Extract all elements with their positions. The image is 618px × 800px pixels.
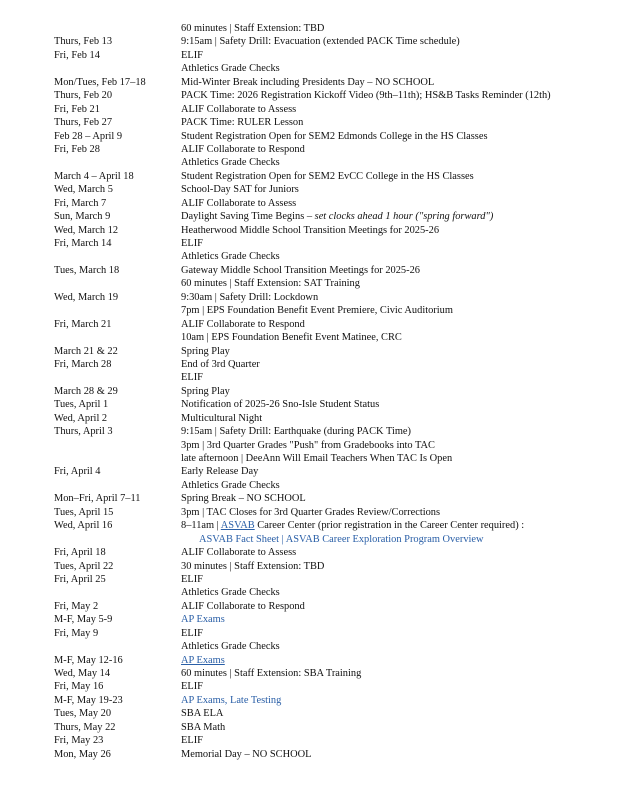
event-text: ELIF xyxy=(181,573,203,585)
schedule-date: Fri, March 14 xyxy=(54,238,112,249)
event-text: 30 minutes | Staff Extension: TBD xyxy=(181,560,325,572)
schedule-date: Fri, May 9 xyxy=(54,627,99,639)
schedule-date: Wed, March 19 xyxy=(54,291,119,303)
schedule-date: Feb 28 – April 9 xyxy=(54,130,123,142)
schedule-date xyxy=(0,156,181,169)
asvab-resource-links[interactable]: ASVAB Fact Sheet | ASVAB Career Exploration Program Overview xyxy=(199,533,484,545)
schedule-row xyxy=(0,398,618,411)
schedule-event xyxy=(181,116,611,129)
event-text: PACK Time: RULER Lesson xyxy=(181,117,304,129)
schedule-date xyxy=(0,371,181,384)
schedule-event xyxy=(181,49,611,62)
event-text: ALIF Collaborate to Respond xyxy=(181,600,305,612)
schedule-event xyxy=(181,506,611,519)
schedule-event xyxy=(181,385,611,398)
event-text: 60 minutes | Staff Extension: SAT Training xyxy=(181,278,360,290)
event-text: SBA Math xyxy=(181,721,226,733)
schedule-event xyxy=(181,89,611,102)
schedule-row xyxy=(0,560,618,573)
schedule-date: Fri, April 4 xyxy=(54,466,101,478)
schedule-date: M-F, May 5-9 xyxy=(54,614,113,626)
event-text: 9:15am | Safety Drill: Earthquake (during PACK Time) xyxy=(181,426,411,438)
event-link[interactable]: AP Exams, Late Testing xyxy=(181,694,282,706)
schedule-event xyxy=(181,613,611,626)
schedule-event xyxy=(181,103,611,116)
schedule-date: Fri, March 21 xyxy=(54,318,112,330)
event-text: Early Release Day xyxy=(181,466,259,478)
schedule-event xyxy=(181,62,611,75)
schedule-event xyxy=(181,667,611,680)
schedule-row xyxy=(0,345,618,358)
schedule-row xyxy=(0,130,618,143)
schedule-event xyxy=(181,224,611,237)
schedule-row xyxy=(0,721,618,734)
schedule-event xyxy=(181,304,611,317)
schedule-row xyxy=(0,304,618,317)
schedule-event xyxy=(181,640,611,653)
event-text: Athletics Grade Checks xyxy=(181,157,280,169)
event-text: ALIF Collaborate to Respond xyxy=(181,143,305,155)
schedule-event xyxy=(181,291,611,304)
schedule-date: Fri, May 16 xyxy=(54,681,104,693)
schedule-event xyxy=(181,425,611,438)
schedule-row xyxy=(0,600,618,613)
schedule-date: March 28 & 29 xyxy=(54,385,118,397)
schedule-date xyxy=(0,640,181,653)
schedule-date: Tues, April 1 xyxy=(54,399,109,411)
schedule-event xyxy=(181,277,611,290)
schedule-event xyxy=(181,479,611,492)
schedule-date: Fri, April 25 xyxy=(54,573,106,585)
schedule-date xyxy=(0,331,181,344)
event-text: ELIF xyxy=(181,627,203,639)
schedule-row xyxy=(0,748,618,761)
schedule-event xyxy=(181,250,611,263)
schedule-event xyxy=(181,183,611,196)
schedule-row xyxy=(0,519,618,532)
schedule-event xyxy=(181,197,611,210)
schedule-row xyxy=(0,425,618,438)
schedule-date: Wed, April 2 xyxy=(54,412,108,424)
event-text: ELIF xyxy=(181,372,203,384)
schedule-row xyxy=(0,707,618,720)
schedule-event xyxy=(181,237,611,250)
schedule-row xyxy=(0,680,618,693)
event-text: Athletics Grade Checks xyxy=(181,641,280,653)
schedule-event xyxy=(181,734,611,747)
schedule-row xyxy=(0,250,618,263)
schedule-event xyxy=(181,35,611,48)
event-text: 60 minutes | Staff Extension: TBD xyxy=(181,23,325,34)
event-text: Spring Play xyxy=(181,385,230,397)
schedule-row xyxy=(0,291,618,304)
schedule-row xyxy=(0,734,618,747)
event-text: End of 3rd Quarter xyxy=(181,358,260,370)
event-text: Athletics Grade Checks xyxy=(181,587,280,599)
schedule-date: Mon/Tues, Feb 17–18 xyxy=(54,76,146,88)
schedule-event xyxy=(181,264,611,277)
schedule-event xyxy=(181,358,611,371)
schedule-date: Tues, March 18 xyxy=(54,264,120,276)
event-text: 3pm | 3rd Quarter Grades "Push" from Gradebooks into TAC xyxy=(181,439,435,451)
schedule-date: Wed, April 16 xyxy=(54,520,113,532)
schedule-event xyxy=(181,371,611,384)
schedule-date: Thurs, May 22 xyxy=(54,721,116,733)
schedule-row xyxy=(0,35,618,48)
schedule-date xyxy=(0,533,181,546)
schedule-row xyxy=(0,183,618,196)
event-text: Daylight Saving Time Begins – xyxy=(181,211,315,223)
schedule-row xyxy=(0,439,618,452)
schedule-row xyxy=(0,237,618,250)
event-text: ALIF Collaborate to Assess xyxy=(181,103,297,115)
event-text: Student Registration Open for SEM2 EvCC College in the HS Classes xyxy=(181,170,474,182)
schedule-event xyxy=(181,748,611,761)
event-text: 7pm | EPS Foundation Benefit Event Premiere, Civic Auditorium xyxy=(181,305,453,317)
schedule-row xyxy=(0,640,618,653)
schedule-date: Fri, March 28 xyxy=(54,358,112,370)
schedule-event xyxy=(181,654,611,667)
schedule-row xyxy=(0,264,618,277)
schedule-row xyxy=(0,89,618,102)
event-text: Athletics Grade Checks xyxy=(181,63,280,75)
event-link[interactable]: AP Exams xyxy=(181,654,225,666)
event-text: 9:30am | Safety Drill: Lockdown xyxy=(181,291,319,303)
schedule-event xyxy=(181,412,611,425)
schedule-date: Fri, May 23 xyxy=(54,735,104,747)
schedule-event xyxy=(181,210,611,223)
schedule-row xyxy=(0,358,618,371)
schedule-event xyxy=(181,143,611,156)
schedule-event xyxy=(181,452,611,465)
schedule-event xyxy=(181,586,611,599)
calendar-schedule xyxy=(0,22,618,761)
schedule-row xyxy=(0,465,618,478)
schedule-row xyxy=(0,197,618,210)
schedule-event xyxy=(181,76,611,89)
event-text: 10am | EPS Foundation Benefit Event Matinee, CRC xyxy=(181,332,402,344)
schedule-date: Wed, March 12 xyxy=(54,224,119,236)
schedule-row xyxy=(0,546,618,559)
schedule-row xyxy=(0,627,618,640)
schedule-date: Fri, April 18 xyxy=(54,547,106,559)
schedule-date xyxy=(0,62,181,75)
schedule-date xyxy=(0,439,181,452)
schedule-date xyxy=(0,22,181,35)
schedule-date xyxy=(0,277,181,290)
event-text: ELIF xyxy=(181,49,203,61)
schedule-date: Fri, Feb 21 xyxy=(54,103,100,115)
schedule-date xyxy=(0,452,181,465)
schedule-row xyxy=(0,116,618,129)
schedule-row xyxy=(0,156,618,169)
event-text: Notification of 2025-26 Sno-Isle Student Status xyxy=(181,399,380,411)
schedule-event xyxy=(181,465,611,478)
schedule-row xyxy=(0,331,618,344)
schedule-date xyxy=(0,250,181,263)
event-text: late afternoon | DeeAnn Will Email Teachers When TAC Is Open xyxy=(181,453,453,464)
schedule-event xyxy=(181,694,611,707)
schedule-row xyxy=(0,506,618,519)
event-text: Multicultural Night xyxy=(181,412,263,424)
schedule-date xyxy=(0,586,181,599)
event-text: Student Registration Open for SEM2 Edmonds College in the HS Classes xyxy=(181,130,488,142)
schedule-event xyxy=(181,573,611,586)
schedule-event xyxy=(181,519,611,532)
schedule-row xyxy=(0,170,618,183)
schedule-row xyxy=(0,210,618,223)
schedule-event xyxy=(181,130,611,143)
schedule-row xyxy=(0,533,618,546)
event-text: Spring Play xyxy=(181,345,230,357)
event-text: Athletics Grade Checks xyxy=(181,251,280,263)
schedule-row xyxy=(0,452,618,465)
schedule-event xyxy=(181,345,611,358)
schedule-row xyxy=(0,62,618,75)
schedule-date: Fri, March 7 xyxy=(54,197,107,209)
schedule-event xyxy=(181,22,611,35)
event-text: SBA ELA xyxy=(181,708,224,720)
event-time: 8–11am | xyxy=(181,520,221,532)
schedule-event xyxy=(181,680,611,693)
event-text: 3pm | TAC Closes for 3rd Quarter Grades Review/Corrections xyxy=(181,506,441,518)
schedule-row xyxy=(0,49,618,62)
schedule-event xyxy=(181,170,611,183)
schedule-date: Wed, May 14 xyxy=(54,668,111,679)
schedule-row xyxy=(0,412,618,425)
schedule-date: Fri, May 2 xyxy=(54,600,99,612)
schedule-event xyxy=(181,439,611,452)
event-text: Mid-Winter Break including Presidents Day – NO SCHOOL xyxy=(181,76,435,88)
schedule-date xyxy=(0,304,181,317)
schedule-row xyxy=(0,586,618,599)
schedule-date xyxy=(0,479,181,492)
schedule-date: M-F, May 12-16 xyxy=(54,654,123,666)
schedule-row xyxy=(0,385,618,398)
asvab-link[interactable]: ASVAB xyxy=(220,520,255,532)
schedule-row xyxy=(0,76,618,89)
schedule-event xyxy=(181,560,611,573)
schedule-date: Wed, March 5 xyxy=(54,184,113,196)
schedule-date: Thurs, Feb 13 xyxy=(54,36,113,48)
schedule-event xyxy=(181,492,611,505)
schedule-row xyxy=(0,277,618,290)
schedule-event xyxy=(181,600,611,613)
event-text: ALIF Collaborate to Assess xyxy=(181,547,297,559)
event-text: ALIF Collaborate to Assess xyxy=(181,197,297,209)
schedule-row xyxy=(0,694,618,707)
schedule-row xyxy=(0,613,618,626)
schedule-date: Tues, May 20 xyxy=(54,708,112,720)
schedule-row xyxy=(0,573,618,586)
schedule-event xyxy=(181,533,618,546)
schedule-row xyxy=(0,143,618,156)
event-text: PACK Time: 2026 Registration Kickoff Video (9th–11th); HS&B Tasks Reminder (12th) xyxy=(181,90,551,102)
schedule-event xyxy=(181,318,611,331)
schedule-event xyxy=(181,707,611,720)
schedule-date: March 21 & 22 xyxy=(54,345,118,357)
schedule-row xyxy=(0,22,618,35)
schedule-date: Sun, March 9 xyxy=(54,211,111,223)
schedule-event xyxy=(181,398,611,411)
schedule-row xyxy=(0,371,618,384)
schedule-date: Fri, Feb 28 xyxy=(54,143,100,155)
event-text: Heatherwood Middle School Transition Meetings for 2025-26 xyxy=(181,224,440,236)
event-text: School-Day SAT for Juniors xyxy=(181,184,299,196)
event-text: Memorial Day – NO SCHOOL xyxy=(181,748,312,760)
event-text: Athletics Grade Checks xyxy=(181,479,280,491)
schedule-row xyxy=(0,667,618,680)
schedule-date: March 4 – April 18 xyxy=(54,170,134,182)
schedule-row xyxy=(0,318,618,331)
schedule-date: Thurs, April 3 xyxy=(54,426,113,438)
schedule-event xyxy=(181,721,611,734)
schedule-event xyxy=(181,331,611,344)
schedule-row xyxy=(0,103,618,116)
event-text: 60 minutes | Staff Extension: SBA Training xyxy=(181,668,362,679)
schedule-date: Tues, April 22 xyxy=(54,560,114,572)
schedule-event xyxy=(181,627,611,640)
schedule-date: Fri, Feb 14 xyxy=(54,49,100,61)
event-text: ELIF xyxy=(181,681,203,693)
schedule-row xyxy=(0,654,618,667)
event-text: ALIF Collaborate to Respond xyxy=(181,318,305,330)
schedule-row xyxy=(0,492,618,505)
schedule-date: Tues, April 15 xyxy=(54,506,114,518)
event-text: Career Center (prior registration in the Career Center required) : xyxy=(254,520,525,532)
event-link[interactable]: AP Exams xyxy=(181,614,225,626)
event-text: ELIF xyxy=(181,238,203,249)
schedule-date: Thurs, Feb 27 xyxy=(54,117,113,129)
schedule-date: Thurs, Feb 20 xyxy=(54,90,113,102)
schedule-event xyxy=(181,546,611,559)
schedule-date: M-F, May 19-23 xyxy=(54,694,123,706)
schedule-row xyxy=(0,224,618,237)
event-text: 9:15am | Safety Drill: Evacuation (extended PACK Time schedule) xyxy=(181,36,460,48)
schedule-date: Mon, May 26 xyxy=(54,748,111,760)
schedule-row xyxy=(0,479,618,492)
event-text: Spring Break – NO SCHOOL xyxy=(181,493,306,505)
schedule-event xyxy=(181,156,611,169)
event-text: Gateway Middle School Transition Meetings for 2025-26 xyxy=(181,264,420,276)
schedule-date: Mon–Fri, April 7–11 xyxy=(54,493,141,505)
event-text: ELIF xyxy=(181,735,203,747)
event-note: set clocks ahead 1 hour ("spring forward") xyxy=(314,211,494,223)
